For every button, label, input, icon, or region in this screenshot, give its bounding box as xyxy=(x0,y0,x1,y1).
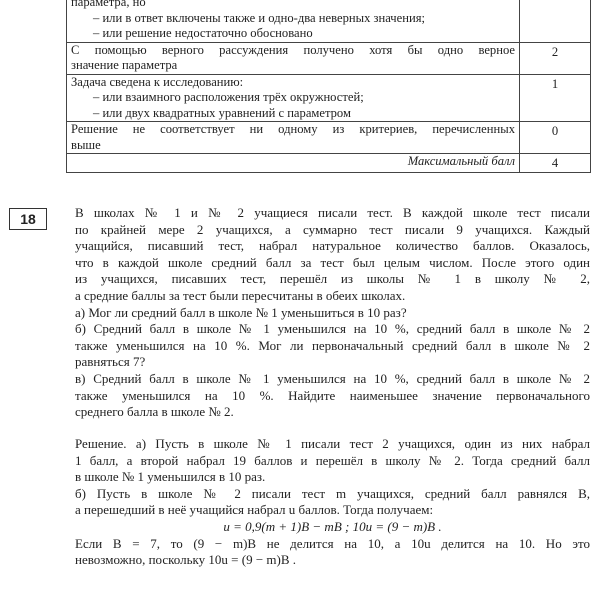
formula: u = 0,9(m + 1)B − mB ; 10u = (9 − m)B . xyxy=(223,518,442,534)
text-line: также уменьшился на 10 %. Найдите наименьшее значение первоначального xyxy=(75,387,590,403)
max-score-label: Максимальный балл xyxy=(67,154,520,173)
max-score-value: 4 xyxy=(520,154,591,173)
score-cell: 2 xyxy=(520,42,591,74)
text-line: 1 балл, а второй набрал 19 баллов и перешёл в школу № 2. Тогда средний балл xyxy=(75,452,590,468)
score-cell: 0 xyxy=(520,122,591,154)
text-line: а) Мог ли средний балл в школе № 1 уменьшиться в 10 раз? xyxy=(75,304,407,320)
text-line: по крайней мере 2 учащихся, а суммарно тест писали 9 учащихся. Каждый xyxy=(75,221,590,237)
text-line: среднего балла в школе № 2. xyxy=(75,404,234,420)
text-line: В школах № 1 и № 2 учащиеся писали тест. В каждой школе тест писали xyxy=(75,205,590,220)
criteria-text: – или решение недостаточно обосновано xyxy=(93,26,313,40)
criteria-text: – или двух квадратных уравнений с параметром xyxy=(93,105,351,120)
solution-text xyxy=(75,436,590,569)
criteria-row xyxy=(67,0,591,42)
text-line: что в каждой школе средний балл за тест был целым числом. После этого один xyxy=(75,254,590,270)
criteria-text: параметра, но xyxy=(71,0,146,9)
score-cell xyxy=(520,0,591,42)
criteria-text: значение параметра xyxy=(71,58,178,72)
criteria-text: – или в ответ включены также и одно-два неверных значения; xyxy=(93,10,426,25)
criteria-row xyxy=(67,122,591,154)
text-line: а перешедший в неё учащийся набрал u баллов. Тогда получаем: xyxy=(75,502,434,518)
text-line: а средние баллы за тест были пересчитаны в обеих школах. xyxy=(75,287,406,303)
text-line: в школе № 1 уменьшился в 10 раз. xyxy=(75,469,266,485)
criteria-text: Решение не соответствует ни одному из критериев, перечисленных xyxy=(71,122,515,136)
text-line: б) Средний балл в школе № 1 уменьшился на 10 %, средний балл в школе № 2 xyxy=(75,321,590,337)
task-text xyxy=(75,205,590,421)
criteria-table xyxy=(66,0,591,173)
text-line: невозможно, поскольку 10u = (9 − m)B . xyxy=(75,552,297,568)
max-score-row xyxy=(67,154,591,173)
criteria-text: С помощью верного рассуждения получено хотя бы одно верное xyxy=(71,42,515,57)
text-line: из учащихся, писавших тест, перешёл из школы № 1 в школу № 2, xyxy=(75,271,590,287)
text-line: Решение. а) Пусть в школе № 1 писали тест 2 учащихся, один из них набрал xyxy=(75,436,590,451)
text-line: также уменьшился на 10 %. Мог ли первоначальный средний балл в школе № 2 xyxy=(75,337,590,353)
text-line: учащийся, писавший тест, набрал натуральное количество баллов. Оказалось, xyxy=(75,238,590,254)
criteria-text: – или взаимного расположения трёх окружностей; xyxy=(93,90,364,104)
task-number: 18 xyxy=(9,208,47,230)
criteria-text: выше xyxy=(71,137,101,152)
criteria-row xyxy=(67,74,591,122)
text-line: б) Пусть в школе № 2 писали тест m учащихся, средний балл равнялся B, xyxy=(75,485,590,501)
criteria-text: Задача сведена к исследованию: xyxy=(71,74,244,89)
score-cell: 1 xyxy=(520,74,591,122)
text-line: равняться 7? xyxy=(75,354,146,370)
text-line: в) Средний балл в школе № 1 уменьшился на 10 %, средний балл в школе № 2 xyxy=(75,370,590,386)
criteria-row xyxy=(67,42,591,74)
text-line: Если B = 7, то (9 − m)B не делится на 10, а 10u делится на 10. Но это xyxy=(75,535,590,551)
